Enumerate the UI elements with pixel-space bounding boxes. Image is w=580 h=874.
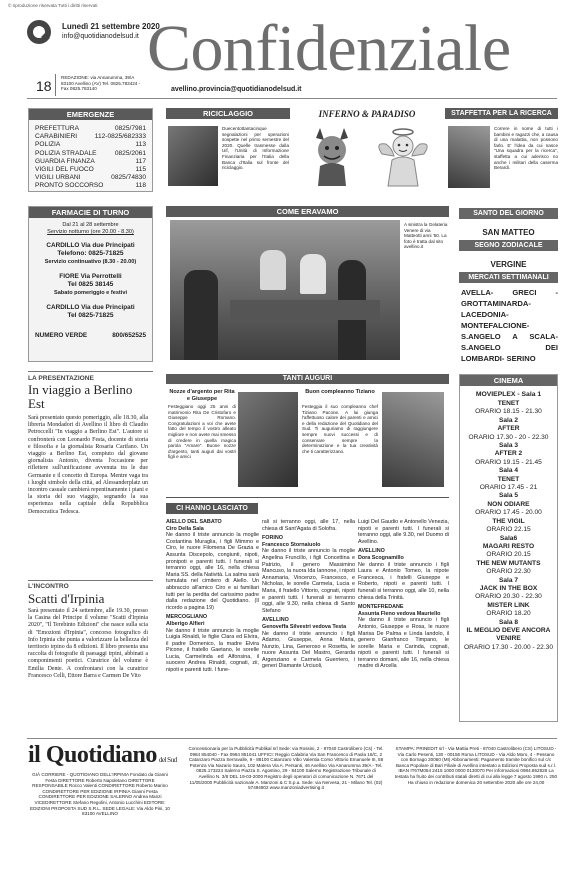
vintage-photo: [170, 220, 400, 360]
cinema-sala: Sala 5: [498, 492, 519, 500]
necrology-column: [358, 519, 449, 670]
emergenza-number: 112-0825/682333: [94, 133, 146, 141]
emergenza-name: POLIZIA: [35, 141, 61, 149]
copyright-notice: © riproduzione riservata Tutti i diritti riservati: [8, 3, 98, 8]
numero-verde: 800/652525: [112, 332, 146, 339]
chef-photo: [382, 392, 444, 487]
cinema-title: MAGARI RESTO: [482, 542, 535, 550]
divider: [55, 74, 56, 96]
necro-place: MONTEFREDANE: [358, 604, 404, 611]
staffetta-photo: [448, 126, 490, 188]
couple-photo: [238, 392, 298, 487]
necro-text: Ne danno il triste annuncio la moglie Luigia Rinaldi, le figlie Clara ed Elvira, il padre Domenico, la madre Elvira Picone, il fratello Gaetano, le sorelle Lucia, Carmelinda ed Alfonsina, il suocero Andrea Rinaldi, cognati, zii, nipoti e parenti tutti. I fune-: [166, 627, 259, 674]
emergenza-name: PREFETTURA: [35, 125, 79, 132]
cinema-times: ORARIO 20.30 - 22.30: [475, 593, 542, 601]
necro-place: MERCOGLIANO: [166, 614, 208, 621]
footer-stampa: STAMPA: PRINEDIT srl - Via Mattia Preti - 87040 Castrolibero (CS) LITOSUD - Via Carlo Pesenti, 130 - 00156 Roma LITOSUD - Via Aldo Moro, 4 - Pessano con Bornago 20060 (MI) Abbonamenti: Pagamento tramite bonifico sul c/c Banca Popolare di Bari Filiale di Avellino intestato a Edizioni Proposta sud s.r.l. IBAN IT67M054 2415 1000 0000 0130070 Per informazioni 0984.852828 La testata ha fruito dei contributi statali diretti di cui alla legge 7 agosto 1990 n. 250 Ha chiuso in redazione domenica 20 settembre 2020 alle ore 24,00: [394, 746, 558, 785]
redazione-info: REDAZIONE: via Annarumma, 39/A 83100 Avellino (AV) Tel. 0825.783424 - Fax 0825.783140: [61, 75, 141, 92]
devil-icon: [302, 126, 362, 188]
necro-text: Ne danno il triste annuncio la moglie Angelina Fruncillo, i figli Concettina e Patrizio, il genero Massimino Mancuso, la nuora Ida Iannone, i nipoti Annamaria, Vincenzo, Francesco, e Nicholas, le sorelle Carmela, Lucia e Maria, il fratello Vittorio, cognati, nipoti e parenti tutti. I funerali si terranno oggi, alle 9.30, nella chiesa di Santo Stefano: [262, 548, 355, 614]
lasciato-header: CI HANNO LASCIATO: [166, 503, 258, 514]
cinema-times: ORARIO 17.30 - 20 - 22.30: [468, 433, 549, 441]
cinema-sala: Sala 3: [498, 442, 519, 450]
farmacia-note: Sabato pomeriggio e festivi: [53, 290, 128, 296]
farmacia-phone: Tel 0825-71825: [67, 312, 114, 319]
necro-name: Assunta Fleno vedova Mauriello: [358, 610, 441, 617]
divider: [28, 580, 153, 581]
farmacia-name: FIORE Via Perrottelli: [59, 273, 122, 280]
farmacie-notturno: Servizio notturno (ore 20.00 - 8.30): [47, 229, 134, 235]
auguri-right-title: Buon compleanno Tiziano: [305, 389, 375, 395]
logo-text: il Quotidiano: [28, 742, 157, 768]
necro-name: Dora Scognamillo: [358, 554, 404, 561]
footer-rule: [27, 738, 557, 739]
necro-text: Ne danno il triste annuncio i figli Antonio, Giuseppe e Rosa, le nuore Marisa De Palma e Linda Iandolo, il genero Gianfranco Timpano, le sorelle Maria e Carinda, cognati, nipoti e parenti tutti. I funerali si terranno domani, alle 16, nella chiesa madre di Arcella: [358, 617, 449, 670]
cinema-title: NON ODIARE: [487, 500, 530, 508]
angel-icon: [372, 126, 434, 188]
emergenza-number: 118: [135, 182, 146, 190]
staffetta-text: Correre in nome di tutti i bambini e ragazzi che, a causa di una malattia, non possono farlo. E' l'idea da cui nasce "Una squadra per la ricerca", staffetta a cui aderisco no anche i militari della caserma Berardi.: [494, 126, 558, 171]
come-eravamo-caption: A sinistra la Gelateria Venere di via Matteotti anni '50. La foto è tratta dal sito avellino.it: [404, 222, 448, 250]
incontro-kicker: L'INCONTRO: [28, 583, 69, 590]
necro-name: Genoveffa Silvestri vedova Testa: [262, 623, 347, 630]
santo-header: SANTO DEL GIORNO: [459, 208, 558, 219]
farmacia-name: CARDILLO Via due Principati: [46, 304, 135, 311]
emergenze-header: EMERGENZE: [29, 109, 152, 120]
cinema-title: AFTER: [497, 425, 520, 433]
cinema-times: ORARIO 18.15 - 21.30: [475, 408, 542, 416]
section-title: Confidenziale: [147, 12, 511, 85]
logo-suffix: del Sud: [158, 756, 177, 764]
cinema-times: ORARIO 22.30: [486, 568, 531, 576]
presentazione-body: Sarà presentato questo pomeriggio, alle 18.30, alla libreria Mondadori di Avellino il libro di Claudio Petroccelli "In viaggio a Berlino Est". L'autore si confronterà con Leonardo Festa, docente di storia e filosofia e la giornalista Rosaria Carifano. Un viaggio a Berlino Est, compiuto dal giovane giornalista Antonio, diventa l'occasione per riflettere sull'unificazione avvenuta tra le due Germanie e il concetto di Europa. Mentre vaga tra i luoghi simbolo della città, ad Alessanderplatz un incontro casuale cambierà repentinamente i piani e la storia del suo viaggio, segnando la sua esperienza nella capitale della Repubblica Democratica Tedesca.: [28, 415, 148, 515]
cinema-title: JACK IN THE BOX: [479, 584, 538, 592]
emergenza-number: 115: [135, 166, 146, 174]
farmacia-phone: Telefono: 0825-71825: [57, 250, 124, 257]
cinema-title: THE VIGIL: [492, 517, 525, 525]
cinema-title: IL MEGLIO DEVE ANCORA VENIRE: [466, 626, 551, 643]
emergenza-number: 113: [135, 141, 146, 149]
necro-text: Ne danno il triste annuncio i figli Laura e Antonio Tomeo, la nipote Francesca, i fratelli Giuseppe e Roberto, nipoti e parenti tutti. I funerali si terranno oggi, alle 10, nella chiesa della Trinità.: [358, 561, 449, 601]
cinema-box: [459, 374, 558, 722]
cinema-sala: Sala 4: [498, 467, 519, 475]
farmacie-period: Dal 21 al 28 settembre: [62, 222, 119, 228]
farmacia-note: Servizio continuativo (8.30 - 20.00): [44, 259, 137, 265]
cinema-times: ORARIO 18.20: [486, 610, 531, 618]
footer-credits: GIÀ CORRIERE - QUOTIDIANO DELL'IRPINIA Fondato da Gianni Festa DIRETTORE Roberto Napoletano DIRETTORE RESPONSABILE Rocco Valenti CONDIRETTORE Roberto Marino CONDIRETTORE PER EDIZIONE IRPINIA Gianni Festa CONDIRETTORE PER EDIZIONE SALERNO Andrea Manzi VICEDIRETTORE Stefano Regolini, Antonio Lucchini EDITORE: EDIZIONI PROPOSTA SUD S.R.L. SEDE LEGALE: Via Aldo Pini, 10 83100 AVELLINO: [30, 772, 170, 817]
cinema-times: ORARIO 19.15 - 21.45: [475, 458, 542, 466]
auguri-right-text: Festeggia il suo compleanno chef Tiziano Pacone. A lui giunga l'affettuoso calore dei parenti e amici e della redazione del Quotidiano del Sud. Ti auguriamo di raggiungere sempre nuovi successi e di conservare sempre la determinazione e la tua creatività che ti caratterizzano.: [302, 404, 378, 454]
santo-name: SAN MATTEO: [482, 228, 535, 237]
cinema-title: AFTER 2: [494, 450, 523, 458]
emergenza-name: POLIZIA STRADALE: [35, 149, 97, 157]
necrology-column: [262, 519, 355, 670]
q-logo-icon: [27, 20, 51, 44]
mercati-header: MERCATI SETTIMANALI: [459, 272, 558, 283]
auguri-left-title: Nozze d'argento per Rita e Giuseppe: [169, 389, 235, 402]
mercati-list: AVELLA- GRECI - GROTTAMINARDA- LACEDONIA- MONTEFALCIONE- S.ANGELO A SCALA- S.ANGELO DEI LOMBARDI- SERINO: [461, 288, 558, 363]
necro-place: AVELLINO: [358, 548, 385, 555]
farmacia-name: CARDILLO Via due Principati: [46, 242, 135, 249]
header-email[interactable]: info@quotidianodelsud.it: [62, 33, 139, 40]
farmacie-box: [28, 206, 153, 362]
staffetta-header: STAFFETTA PER LA RICERCA: [445, 108, 558, 119]
divider: [28, 371, 153, 372]
necro-text: Ne danno il triste annuncio i figli Adamo, Giuseppe, Anna Maria, Nunzio, Lina, Generoso e Rosetta, le nuore Assunta Del Mastro, Gerarda Argenziano e Carmela Guerriero, i generi Diamante Urciuoli,: [262, 630, 355, 670]
issue-date: Lunedì 21 settembre 2020: [62, 22, 160, 31]
page-number: 18: [36, 78, 52, 94]
necro-name: Ciro Della Sala: [166, 525, 204, 532]
cinema-times: ORARIO 17.45 - 20.00: [475, 509, 542, 517]
incontro-body: Sarà presentato il 24 settembre, alle 19.30, presso la Casina del Principe il volume "Scatti d'Irpinia 2020", "Il Terebinto Edizioni" che nasce sulla scia di "Emozioni d'Irpinia", concorso fotografico di Info Irpinia che punta a valorizzare la bellezza del territorio irpino da 8 edizioni. Il libro presenta una raccolta di fotografie di paesaggi irpini, abbinati a componimenti poetici. Curatrice del volume è Emilia Dente. A confrontarsi con la curatrice Francesco Celli, Ettore Barra e Carmen De Vito: [28, 608, 148, 679]
inferno-header: INFERNO & PARADISO: [318, 109, 416, 119]
segno-name: VERGINE: [490, 260, 527, 269]
cinema-sala: Sala 2: [498, 416, 519, 424]
emergenze-box: [28, 108, 153, 192]
cinema-title: TENET: [497, 475, 520, 483]
riciclaggio-text: Duecentottantacinque segnalazioni per operazioni sospette nel primo semestre del 2020. Quelle trasmesse dalla Uif, l'Unità di Informazione Finanziaria per l'Italia della Banca d'Italia sul fronte del riciclaggio.: [222, 126, 289, 171]
emergenza-name: VIGILI URBANI: [35, 174, 81, 182]
cinema-times: ORARIO 17.45 - 21: [479, 484, 538, 492]
necro-name: Francesco Stornaiuolo: [262, 541, 321, 548]
cinema-times: ORARIO 17.30 - 20.00 - 22.30: [463, 643, 554, 651]
emergenza-number: 0825/2061: [114, 149, 146, 157]
numero-verde-label: NUMERO VERDE: [35, 332, 88, 339]
segno-header: SEGNO ZODIACALE: [459, 240, 558, 251]
emergenza-number: 0825/7981: [114, 125, 146, 132]
riciclaggio-header: RICICLAGGIO: [166, 108, 290, 119]
necro-place: FORINO: [262, 535, 283, 542]
emergenza-name: GUARDIA FINANZA: [35, 157, 95, 165]
cinema-times: ORARIO 20.15: [486, 551, 531, 559]
farmacia-phone: Tel 0825 38145: [67, 281, 114, 288]
incontro-title: Scatti d'Irpinia: [28, 591, 105, 606]
necro-name: Alberigo Alfieri: [166, 620, 205, 627]
cinema-times: ORARIO 22.15: [486, 526, 531, 534]
masthead-rule: [27, 98, 557, 99]
cinema-title: MISTER LINK: [487, 601, 530, 609]
cinema-title: TENET: [497, 400, 520, 407]
emergenza-number: 0825/74830: [111, 174, 146, 182]
emergenza-number: 117: [135, 157, 146, 165]
necrology-column: [166, 519, 259, 674]
cinema-header: CINEMA: [460, 375, 557, 386]
section-email[interactable]: avellino.provincia@quotidianodelsud.it: [171, 86, 302, 93]
cinema-sala: Sala 8: [498, 618, 519, 626]
footer-logo: [28, 742, 177, 769]
presentazione-kicker: LA PRESENTAZIONE: [28, 375, 94, 382]
emergenza-name: PRONTO SOCCORSO: [35, 182, 104, 190]
cinema-sala: Sala6: [499, 534, 518, 542]
cinema-title: THE NEW MUTANTS: [476, 559, 541, 567]
emergenza-name: VIGILI DEL FUOCO: [35, 166, 94, 174]
emergenza-name: CARABINIERI: [35, 133, 78, 141]
necro-text: Luigi Del Gaudio e Antonello Venezia, nipoti e parenti tutti. I funerali si terranno oggi, alle 9.30, nel Duomo di Avellino.: [358, 519, 449, 545]
footer-concessionaria: Concessionaria per la Pubblicità Publikal srl Sede: via Rossini, 2 - 87040 Castrolibero (Cs) - Tel. 0984 854040 - Fax 0984 851041 UFFICI: Reggio Calabria Via San Francesco di Paola 16/C, 2 Catanzaro Piazza Serravalle, 9 - 88100 Catanzaro Vibo Valentia Corso Vittorio Emanuele III, 58 Potenza Via Nazario Sauro, 102 Matera Via A. Persanti, 46 Avellino Via Annarumma 39/A - Tel. 0825.173224 Salerno Piazza S. Agostino, 29 - 84100 Salerno Registrazione Tribunale di Avellino N. 3/8 DEL 19-03-2000 Registro degli operatori di comunicazione N. 7671 del 11/05/2000 Pubblicità nazionale A. Manzoni & C S.p.a. Sede: via Nervesa, 21 - Milano Tel. (02) 57494802 www.manzoniadvertising.it: [188, 746, 384, 791]
necro-place: AVELLINO: [262, 617, 289, 624]
cinema-theater: MOVIEPLEX - Sala 1: [475, 391, 542, 398]
come-eravamo-header: COME ERAVAMO: [166, 206, 449, 217]
necro-place: AIELLO DEL SABATO: [166, 519, 222, 525]
necro-text: Ne danno il triste annuncio la moglie Costantina Muraglia, i figli Mimmo e Ciro, le nuore Filomena De Grazia e Assunta Discepolo, congiunti, nipoti, pronipoti e parenti tutti. I funerali si terranno oggi, alle 16, nella chiesa Maria SS. della Natività. La salma sarà tumulata nel cimitero di Aiello. Un abbraccio all'amico Ciro e ai familiari tutti per la perdita del carissimo padre dalla redazione del Quotidiano. (Il ricordo a pagina 19): [166, 532, 259, 611]
auguri-left-text: Festeggiano oggi 25 anni di matrimonio Rita De Cristofaro e Giuseppe Romano. Congratulazioni a voi che avete fatto del tempo il vostro alleato migliore e non avete mai smesso di credere in quella magica parola "Amare". Buone nozze d'argento, tanti auguri dai vostri figli e amici: [168, 404, 236, 460]
farmacie-header: FARMACIE DI TURNO: [29, 207, 152, 218]
riciclaggio-photo: [168, 126, 218, 186]
presentazione-title: In viaggio a Berlino Est: [28, 382, 133, 411]
necro-text: rali si terranno oggi, alle 17, nella chiesa di Sant'Agata di Solofra.: [262, 519, 355, 532]
cinema-list: [460, 400, 557, 652]
auguri-header: TANTI AUGURI: [166, 374, 449, 384]
cinema-sala: Sala 7: [498, 576, 519, 584]
